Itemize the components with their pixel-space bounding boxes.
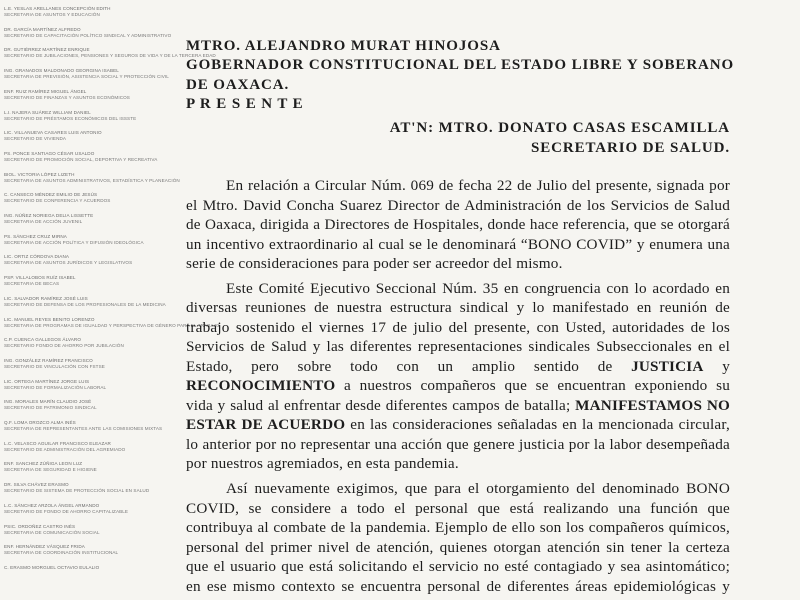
p2-line-5-text: Estado, pero sobre todo con un amplio sentido de [186,358,613,375]
member-role: SECRETARIO DE CAPACITACIÓN POLÍTICO SINDICAL Y ADMINISTRATIVO [4,32,172,38]
attention-name: AT'N: MTRO. DONATO CASAS ESCAMILLA [389,120,730,136]
p2-line-1: Este Comité Ejecutivo Seccional Núm. 35 en congruencia con lo acordado en [226,280,730,297]
letter-body [186,0,736,600]
p2-line-6-text: a nuestros compañeros que se encuentran exponiendo su [344,377,731,394]
member-name: LIC. SALVADOR RAMÍREZ JOSÉ LUIS [4,295,88,301]
p2-line-8 [186,416,730,434]
member-role: SECRETARIA DE ASUNTOS Y EDUCACIÓN [4,12,100,17]
attention-title: SECRETARIO DE SALUD. [530,140,730,156]
committee-member-entry [4,89,172,101]
member-role: SECRETARIO DE FINANZAS Y ASUNTOS ECONÓMICOS [4,94,130,100]
member-name: PS. SÁNCHEZ CRUZ MIRNA [4,233,67,239]
member-name: C.P. CUENCA GALLEGOS ÁLVARO [4,337,81,343]
addressee-state: DE OAXACA. [186,77,290,93]
committee-member-entry [4,110,172,122]
p2-line-7 [186,397,730,415]
member-name: PSIC. ORDOÑEZ CASTRO INÉS [4,523,76,529]
committee-member-list [4,0,220,600]
committee-member-entry [4,234,172,246]
committee-member-entry [4,130,172,142]
committee-member-entry [4,337,172,349]
member-role: SECRETARIO DE ADMINISTRACIÓN DEL AGREMIADO [4,446,126,452]
member-name: PSP. VILLALOBOS RUÍZ ISABEL [4,275,76,281]
p2-line-9: lo anterior por no representar una acción que genere justicia por la labor desempeñada [186,436,730,453]
member-role: SECRETARIA DE PREVISIÓN, ASISTENCIA SOCIAL Y PROTECCIÓN CIVIL [4,74,169,80]
committee-member-entry [4,316,220,329]
committee-member-entry [4,461,172,473]
member-role: SECRETARIO DE PROMOCIÓN SOCIAL, DEPORTIVA Y RECREATIVA [4,156,158,162]
member-name: DR. GUTIÉRREZ MARTÍNEZ ENRIQUE [4,47,90,53]
member-name: ING. MORALES MARÍN CLAUDIO JOSÉ [4,399,92,405]
committee-member-entry [4,503,172,515]
addressee-title: GOBERNADOR CONSTITUCIONAL DEL ESTADO LIBRE Y SOBERANO [186,57,735,73]
p2-line-8-text: en las consideraciones señaladas en la mencionada circular, [350,416,730,433]
member-role: SECRETARIO DE FONDO DE AHORRO CAPITALIZABLE [4,508,129,514]
p3-line-3: contribuya al combate de la pandemia. Ejemplo de ello son los compañeros químicos, [186,519,730,536]
member-role: SECRETARIA DE ACCIÓN JUVENIL [4,219,83,224]
reconocimiento-emphasis: RECONOCIMIENTO [186,377,336,394]
member-name: BIOL. VICTORIA LÓPEZ LIZETH [4,171,75,177]
member-name: L.E. YESLAS ARELLANES CONCEPCIÓN EDITH [4,6,111,11]
p1-line-2: el Mtro. David Concha Suarez Director de Administración de los Servicios de Salud [186,197,730,214]
member-name: ENF. SANCHEZ ZÚÑIGA LEON LUZ [4,461,83,467]
committee-member-entry [4,151,172,163]
member-name: L.C. SÁNCHEZ ARZOLA ÁNGEL ARMANDO [4,502,100,508]
member-name: DR. SILVA CHÁVEZ ERASMO [4,482,69,488]
committee-member-entry [4,254,172,266]
p1-line-3: de Oaxaca, dirigida a Directores de Hospitales, donde hace referencia, que se otorgará [186,216,730,233]
presente: P R E S E N T E [186,96,304,112]
p3-line-5: que el usuario que está solicitando el servicio no esté contagiado y sea asintomático; [186,558,730,575]
estar-de-acuerdo-emphasis: ESTAR DE ACUERDO [186,416,346,433]
member-role: SECRETARIO DE FORMALIZACIÓN LABORAL [4,384,107,390]
member-name: ING. GRANADOS MALDONADO GEORGINA ISABEL [4,68,119,74]
committee-member-entry [4,27,172,39]
member-role: SECRETARIO DE PRÉSTAMOS ECONÓMICOS DEL ISSSTE [4,115,137,121]
member-name: ING. NÚÑEZ NORIEGA DELIA LISSETTE [4,213,94,218]
member-role: SECRETARIA DE ASUNTOS JURÍDICOS Y LEGISLATIVOS [4,260,133,266]
committee-member-entry [4,171,180,184]
committee-member-entry [4,6,172,18]
justicia-emphasis: JUSTICIA [631,358,704,375]
p1-line-5: serie de consideraciones para poder ser acreedor del mismo. [186,255,563,272]
member-name: Q.F. LOMA OROZCO ALMA INÉS [4,420,76,425]
committee-member-entry [4,358,172,370]
member-role: SECRETARIO FONDO DE AHORRO POR JUBILACIÓN [4,343,124,349]
member-name: LIC. VILLANUEVA CASARES LUIS ANTONIO [4,130,102,136]
p1-line-1: En relación a Circular Núm. 069 de fecha 22 de Julio del presente, signada por [226,177,730,194]
committee-member-entry [4,524,172,536]
member-name: L.I. NAJERA SUÁREZ WILLIAM DANIEL [4,109,91,115]
p2-line-5 [186,358,730,376]
member-name: LIC. ORTIZ CÓRDOVA DIANA [4,254,70,260]
p2-line-6 [186,377,730,395]
member-role: SECRETARIA DE COORDINACIÓN INSTITUCIONAL [4,550,119,556]
committee-member-entry [4,482,172,494]
committee-member-entry [4,399,172,411]
member-role: SECRETARIA DE SEGURIDAD E HIGIENE [4,467,97,473]
member-role: SECRETARIA DE COMUNICACIÓN SOCIAL [4,529,100,535]
member-role: SECRETARIA DE ASUNTOS ADMINISTRATIVOS, ESTADÍSTICA Y PLANEACIÓN [4,177,180,183]
committee-member-entry [4,420,172,432]
member-name: LIC. ORTEGA MARTÍNEZ JORGE LUIS [4,378,90,384]
member-role: SECRETARIA DE PROGRAMAS DE IGUALDAD Y PERSPECTIVA DE GÉNERO PARA EL TRABAJO [4,322,220,328]
member-role: SECRETARIO DE JUBILACIONES, PENSIONES Y SEGUROS DE VIDA Y DE LA TERCERA EDAD [4,53,216,59]
member-name: L.C. VELASCO AGUILAR FRANCISCO ELEAZAR [4,440,111,446]
member-name: C. ERASMO MORGUEL OCTAVIO EULALIO [4,564,100,570]
committee-member-entry [4,68,172,80]
p3-line-6: en ese mismo contexto se encuentra personal de diferentes áreas epidemiológicas y [186,578,730,595]
member-role: SECRETARIO DE SISTEMA DE PROTECCIÓN SOCIAL EN SALUD [4,488,150,494]
p2-line-7-text: vida y salud al enfrentar desde diferentes campos de batalla; [186,397,571,414]
member-name: C. CANSECO MÉNDEZ EMILIO DE JESÚS [4,192,98,198]
committee-member-entry [4,213,172,225]
p2-line-5-end: y [722,358,731,375]
member-name: PS. PONCE SANTIAGO CÉSAR USALDO [4,150,95,156]
member-role: SECRETARIA DE REPRESENTANTES ANTE LAS COMISIONES MIXTAS [4,426,163,431]
member-role: SECRETARIA DE ACCIÓN POLÍTICA Y DIFUSIÓN IDEOLÓGICA [4,239,144,245]
committee-member-entry [4,544,172,556]
p2-line-10: por nuestros agremiados, en esta pandemia. [186,455,459,472]
member-role: SECRETARIO DE VINCULACIÓN CON FSTSE [4,363,105,369]
committee-member-entry [4,565,172,571]
committee-member-entry [4,296,172,308]
p1-line-4: un incentivo extraordinario al cual se le denominará “BONO COVID” y enumera una [186,236,730,253]
committee-member-entry [4,379,172,391]
member-name: ENF. HERNÁNDEZ VÁSQUEZ FRIDA [4,544,85,550]
p2-line-2: diversas reuniones de nuestra estructura sindical y lo manifestado en reunión de [186,299,730,316]
member-name: LIC. MANUEL REYES BENITO LORENZO [4,316,95,322]
committee-member-entry [4,192,172,204]
member-role: SECRETARIO DE DEFENSA DE LOS PROFESIONALES DE LA MEDICINA [4,301,166,307]
member-role: SECRETARIA DE BECAS [4,281,60,287]
p3-line-1: Así nuevamente exigimos, que para el otorgamiento del denominado BONO [226,480,730,497]
member-name: ING. GONZÁLEZ RAMÍREZ FRANCISCO [4,357,93,363]
p3-line-4: personal del primer nivel de atención, quienes otorgan atención sin tener la certeza [186,539,730,556]
p3-line-2: COVID, se considere a todo el personal que está realizando una función que [186,500,730,517]
committee-member-entry [4,441,172,453]
committee-member-entry [4,47,216,59]
addressee-name: MTRO. ALEJANDRO MURAT HINOJOSA [186,38,501,54]
member-role: SECRETARIO DE VIVIENDA [4,136,67,142]
member-name: ENF. RUIZ RAMÍREZ MIGUEL ÁNGEL [4,88,87,94]
p2-line-3: trabajo sostenido el viernes 17 de julio del presente, con Usted, autoridades de los [186,319,730,336]
p2-line-4: Servicios de Salud y las diferentes representaciones sindicales Subseccionales en el [186,338,730,355]
committee-member-entry [4,275,172,287]
manifestamos-emphasis: MANIFESTAMOS NO [575,397,730,414]
member-name: DR. GARCÍA MARTÍNEZ ALFREDO [4,26,81,32]
member-role: SECRETARIO DE PATRIMONIO SINDICAL [4,405,97,411]
member-role: SECRETARIO DE CONFERENCIA Y ACUERDOS [4,198,111,204]
